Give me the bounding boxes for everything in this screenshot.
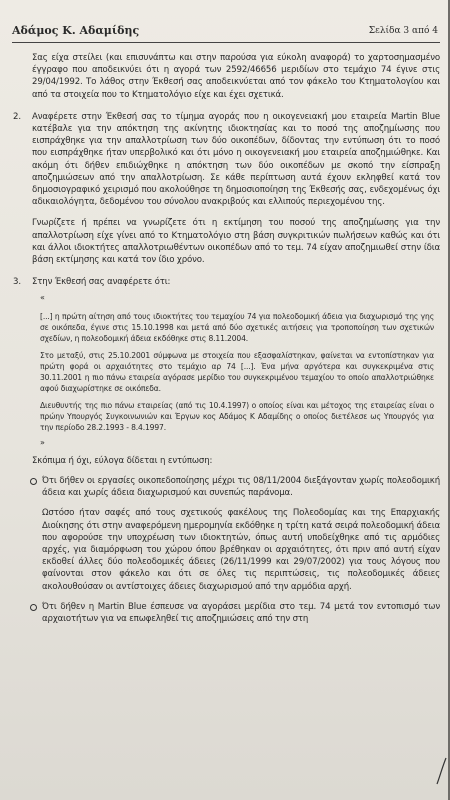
intro-paragraph: Σας είχα στείλει (και επισυνάπτω και στην παρούσα για εύκολη αναφορά) το χαρτοσημασμένο έγγραφο που αποδεικνύει ότι η αγορά των 2592/46656 μεριδίων στο τεμάχιο 74 έγινε στις 29/04/1992. Το λάθος στην Έκθεσή σας αποδεικνύεται από τον φάκελο του Κτηματολογίου και από τα στοιχεία που το Κτηματολόγιο είχε και έχει σχετικά.: [32, 53, 440, 100]
page-number: Σελίδα 3 από 4: [368, 26, 438, 36]
item2-paragraph-2: Γνωρίζετε ή πρέπει να γνωρίζετε ότι η εκτίμηση του ποσού της αποζημίωσης για την απαλλοτρίωση είχε γίνει από το Κτηματολόγιο στη βάση συγκριτικών πωλήσεων καθώς και ότι και άλλοι ιδιοκτήτες απαλλοτριωθέντων οικοπέδων από το τεμ. 74 είχαν αποζημιωθεί στην ίδια βάση εκτίμησης και κατά τον ίδιο χρόνο.: [32, 218, 440, 266]
page-header: [12, 20, 440, 43]
header-author: Αδάμος Κ. Αδαμίδης: [12, 24, 140, 37]
item-number: 2.: [13, 111, 21, 122]
quote-close-mark: »: [40, 437, 45, 447]
bullet-circle-icon: [30, 478, 37, 485]
bullet-item: [10, 601, 440, 625]
item2-paragraph-1: Αναφέρετε στην Έκθεσή σας το τίμημα αγοράς που η οικογενειακή μου εταιρεία Martin Blue κατέβαλε για την απόκτηση της ακίνητης ιδιοκτησίας και το ποσό της αποζημίωσης που εισπράχθηκε για την απαλλοτρίωση των δύο οικοπέδων, δίδοντας την εντύπωση ότι το ποσό που εισπράχθηκε ήταν υπερβολικό και ότι μόνο η οικογενειακή μου εταιρεία αποζημιώθηκε. Και ακόμη ότι δήθεν επιδιώχθηκε η απόκτηση των δύο οικοπέδων με σκοπό την είσπραξη αποζημιώσεων από την απαλλοτρίωση. Σε κάθε περίπτωση αυτά έχουν εκληφθεί κατά τον δημοσιογραφικό χειρισμό που ακολούθησε τη δημοσιοποίηση της Έκθεσής σας, ενδεχομένως όχι αδικαιολόγητα, δεδομένου του σύνολου ανακριβούς και ελλιπούς περιεχομένου της.: [32, 111, 440, 208]
impression-line: Σκόπιμα ή όχι, εύλογα δίδεται η εντύπωση:: [32, 455, 213, 466]
report-quote: [40, 311, 434, 433]
section-item-2: [10, 111, 440, 266]
document-body: [10, 52, 440, 625]
quote-paragraph-2: Στο μεταξύ, στις 25.10.2001 σύμφωνα με στοιχεία που εξασφαλίστηκαν, φαίνεται να εντοπίστηκαν για πρώτη φορά οι αρχαιότητες στο τεμάχιο αρ 74 [...]. Ένα μήνα αργότερα και συγκεκριμένα στις 30.11.2001 η πιο πάνω εταιρεία αγόρασε μερίδιο του συγκεκριμένου τεμαχίου το οποίο απαλλοτριώθηκε αφού διαχωρίστηκε σε οικόπεδα.: [40, 350, 434, 393]
quote-paragraph-1: [...] η πρώτη αίτηση από τους ιδιοκτήτες του τεμαχίου 74 για πολεοδομική άδεια για διαχωρισμό της γης σε οικόπεδα, έγινε στις 15.10.1998 και μετά από δύο σχετικές αιτήσεις για τροποποίηση των σχετικών σχεδίων, η πολεοδομική άδεια εκδόθηκε στις 8.11.2004.: [40, 311, 434, 343]
bullet-item: [10, 475, 440, 499]
bullet-1-text: Ότι δήθεν οι εργασίες οικοπεδοποίησης μέχρι τις 08/11/2004 διεξάγονταν χωρίς πολεοδομική άδεια και χωρίς άδεια διαχωρισμού και συνεπώς παράνομα.: [42, 476, 440, 499]
bullet-1-explanation: Ωστόσο ήταν σαφές από τους σχετικούς φακέλους της Πολεοδομίας και της Επαρχιακής Διοίκησης ότι στην αναφερόμενη ημερομηνία εκδόθηκε η τρίτη κατά σειρά πολεοδομική άδεια που αφορούσε την υποχρέωση των ιδιοκτητών, όπως αυτή υποδείχθηκε από τις αρμόδιες αρχές, για διαμόρφωση του χώρου όπου βρέθηκαν οι αρχαιότητες, ότι πριν από αυτή είχαν εκδοθεί άλλες δύο πολεοδομικές άδειες (26/11/1999 και 29/07/2002) για τους λόγους που φαίνονται στον φάκελο και ότι σε όλες τις περιπτώσεις, τις πολεοδομικές άδειες ακολουθούσαν οι αντίστοιχες άδειες διαχωρισμού από την αρμόδια αρχή.: [42, 508, 440, 592]
bullet-circle-icon: [30, 604, 37, 611]
bullet-2-text: Ότι δήθεν η Martin Blue έσπευσε να αγοράσει μερίδια στο τεμ. 74 μετά τον εντοπισμό των αρχαιοτήτων για να επωφεληθεί τις αποζημιώσεις από την στη: [42, 601, 440, 625]
pen-mark-icon: [434, 756, 448, 786]
quote-paragraph-3: Διευθυντής της πιο πάνω εταιρείας (από τις 10.4.1997) ο οποίος είναι και μέτοχος της εταιρείας είναι ο πρώην Υπουργός Συγκοινωνιών και Έργων κος Αδάμος Κ Αδαμίδης ο οποίος διετέλεσε ως Υπουργός για την περίοδο 28.2.1993 - 8.4.1997.: [40, 400, 434, 432]
section-item-3: [10, 276, 440, 288]
quote-open-mark: «: [40, 293, 45, 303]
item-number: 3.: [13, 277, 21, 288]
item3-lead: Στην Έκθεσή σας αναφέρετε ότι:: [32, 277, 171, 288]
